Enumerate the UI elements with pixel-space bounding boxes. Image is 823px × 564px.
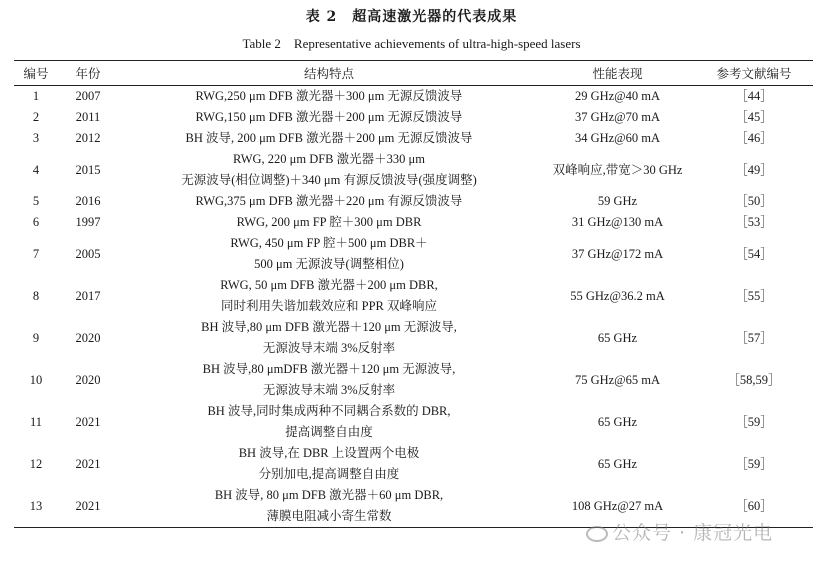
- header-performance: 性能表现: [540, 61, 695, 86]
- achievements-table: [14, 60, 813, 528]
- structure-line: 无源波导(相位调整)＋340 μm 有源反馈波导(强度调整): [181, 173, 477, 187]
- cell-performance: 65 GHz: [597, 456, 638, 471]
- cell-structure: [118, 401, 540, 443]
- cell-no: 3: [32, 131, 40, 145]
- table-row: [14, 317, 813, 359]
- cell-performance: 75 GHz@65 mA: [574, 372, 661, 387]
- table-body: [14, 86, 813, 528]
- header-row: [14, 61, 813, 86]
- cell-reference: ［58,59］: [727, 372, 781, 387]
- cell-reference: ［53］: [735, 215, 773, 229]
- cell-reference: ［60］: [695, 485, 813, 528]
- cell-performance: 29 GHz@40 mA: [574, 89, 661, 103]
- cell-structure: [118, 443, 540, 485]
- structure-line: BH 波导,80 μm DFB 激光器＋120 μm 无源波导,: [201, 320, 457, 334]
- cell-no: 6: [32, 215, 40, 229]
- structure-line: BH 波导,同时集成两种不同耦合系数的 DBR,: [207, 404, 451, 418]
- cell-year: 2015: [75, 162, 101, 177]
- cell-no: 12: [29, 456, 43, 471]
- cell-reference: ［59］: [735, 456, 773, 471]
- cell-no: 1: [32, 89, 40, 103]
- cell-reference: ［49］: [735, 162, 773, 177]
- structure-line: RWG, 50 μm DFB 激光器＋200 μm DBR,: [220, 278, 438, 292]
- table-caption-en: Table 2 Representative achievements of ultra-high-speed lasers: [242, 36, 581, 51]
- structure-line: 薄膜电阻减小寄生常数: [266, 509, 392, 523]
- cell-no: 4: [32, 162, 40, 177]
- cell-year: 2021: [58, 485, 118, 528]
- structure-line: RWG, 450 μm FP 腔＋500 μm DBR＋: [230, 236, 428, 250]
- cell-no: 5: [32, 194, 40, 208]
- table-row: [14, 149, 813, 191]
- cell-no: 10: [29, 372, 43, 387]
- structure-line: 同时利用失谐加载效应和 PPR 双峰响应: [221, 299, 437, 313]
- table-row: [14, 443, 813, 485]
- cell-year: 2020: [75, 330, 101, 345]
- table-row: [14, 212, 813, 233]
- cell-no: 13: [14, 485, 58, 528]
- cell-year: 2005: [75, 246, 101, 261]
- cell-performance: 双峰响应,带宽＞30 GHz: [552, 162, 683, 177]
- structure-line: RWG,250 μm DFB 激光器＋300 μm 无源反馈波导: [195, 89, 463, 103]
- cell-year: 2007: [75, 89, 101, 103]
- cell-year: 2011: [75, 110, 101, 124]
- structure-line: BH 波导, 200 μm DFB 激光器＋200 μm 无源反馈波导: [185, 131, 473, 145]
- structure-line: BH 波导,80 μmDFB 激光器＋120 μm 无源波导,: [202, 362, 456, 376]
- cell-no: 11: [29, 414, 43, 429]
- header-no: 编号: [14, 61, 58, 86]
- structure-line: 500 μm 无源波导(调整相位): [254, 257, 404, 271]
- cell-performance: 31 GHz@130 mA: [571, 215, 664, 229]
- table-row: [14, 401, 813, 443]
- structure-line: RWG, 200 μm FP 腔＋300 μm DBR: [236, 215, 422, 229]
- structure-line: RWG, 220 μm DFB 激光器＋330 μm: [233, 152, 425, 166]
- watermark-text: 公众号 · 康冠光电: [612, 522, 774, 544]
- table-row: [14, 107, 813, 128]
- cell-structure: [118, 212, 540, 233]
- table-row: [14, 86, 813, 108]
- cell-structure: [118, 275, 540, 317]
- cell-performance: 34 GHz@60 mA: [574, 131, 661, 145]
- cell-reference: ［54］: [735, 246, 773, 261]
- cell-structure: [118, 191, 540, 212]
- cell-performance: 37 GHz@172 mA: [571, 246, 664, 261]
- table-row: [14, 275, 813, 317]
- cell-performance: 59 GHz: [597, 194, 638, 208]
- cell-structure: [118, 107, 540, 128]
- cell-no: 8: [32, 288, 40, 303]
- cell-year: 1997: [75, 215, 101, 229]
- cell-reference: ［57］: [735, 330, 773, 345]
- structure-line: RWG,150 μm DFB 激光器＋200 μm 无源反馈波导: [195, 110, 463, 124]
- cell-performance: 65 GHz: [597, 330, 638, 345]
- structure-line: 分别加电,提高调整自由度: [258, 467, 400, 481]
- cell-reference: ［44］: [735, 89, 773, 103]
- cell-year: 2012: [75, 131, 101, 145]
- cell-reference: ［45］: [735, 110, 773, 124]
- cell-structure: [118, 128, 540, 149]
- structure-line: RWG,375 μm DFB 激光器＋220 μm 有源反馈波导: [195, 194, 463, 208]
- cell-no: 2: [32, 110, 40, 124]
- cell-performance: 108 GHz@27 mA: [540, 485, 695, 528]
- cell-year: 2021: [75, 414, 101, 429]
- cell-structure: [118, 233, 540, 275]
- cell-no: 7: [32, 246, 40, 261]
- cell-structure: [118, 149, 540, 191]
- cell-reference: ［59］: [735, 414, 773, 429]
- cell-performance: 55 GHz@36.2 mA: [570, 288, 665, 303]
- cell-performance: 37 GHz@70 mA: [574, 110, 661, 124]
- cell-reference: ［50］: [735, 194, 773, 208]
- cell-year: 2020: [75, 372, 101, 387]
- cell-structure: [118, 317, 540, 359]
- cell-year: 2016: [75, 194, 101, 208]
- cell-reference: ［46］: [735, 131, 773, 145]
- cell-structure: [118, 86, 540, 108]
- cell-structure: [118, 359, 540, 401]
- table-header: [14, 61, 813, 86]
- structure-line: 无源波导末端 3%反射率: [262, 341, 396, 355]
- structure-line: BH 波导,在 DBR 上设置两个电极: [238, 446, 420, 460]
- cell-reference: ［55］: [735, 288, 773, 303]
- header-reference: 参考文献编号: [695, 61, 813, 86]
- table-caption-cn: 表 2 超高速激光器的代表成果: [305, 9, 518, 25]
- table-row: [14, 128, 813, 149]
- header-year: 年份: [58, 61, 118, 86]
- cell-performance: 65 GHz: [597, 414, 638, 429]
- cell-no: 9: [32, 330, 40, 345]
- cell-structure: [118, 485, 540, 528]
- structure-line: BH 波导, 80 μm DFB 激光器＋60 μm DBR,: [214, 488, 444, 502]
- wechat-icon: [586, 526, 608, 542]
- header-structure: 结构特点: [118, 61, 540, 86]
- structure-line: 无源波导末端 3%反射率: [262, 383, 396, 397]
- cell-year: 2021: [75, 456, 101, 471]
- cell-year: 2017: [75, 288, 101, 303]
- table-row: [14, 359, 813, 401]
- watermark: [586, 518, 773, 545]
- structure-line: 提高调整自由度: [285, 425, 373, 439]
- table-row: [14, 233, 813, 275]
- table-row: [14, 191, 813, 212]
